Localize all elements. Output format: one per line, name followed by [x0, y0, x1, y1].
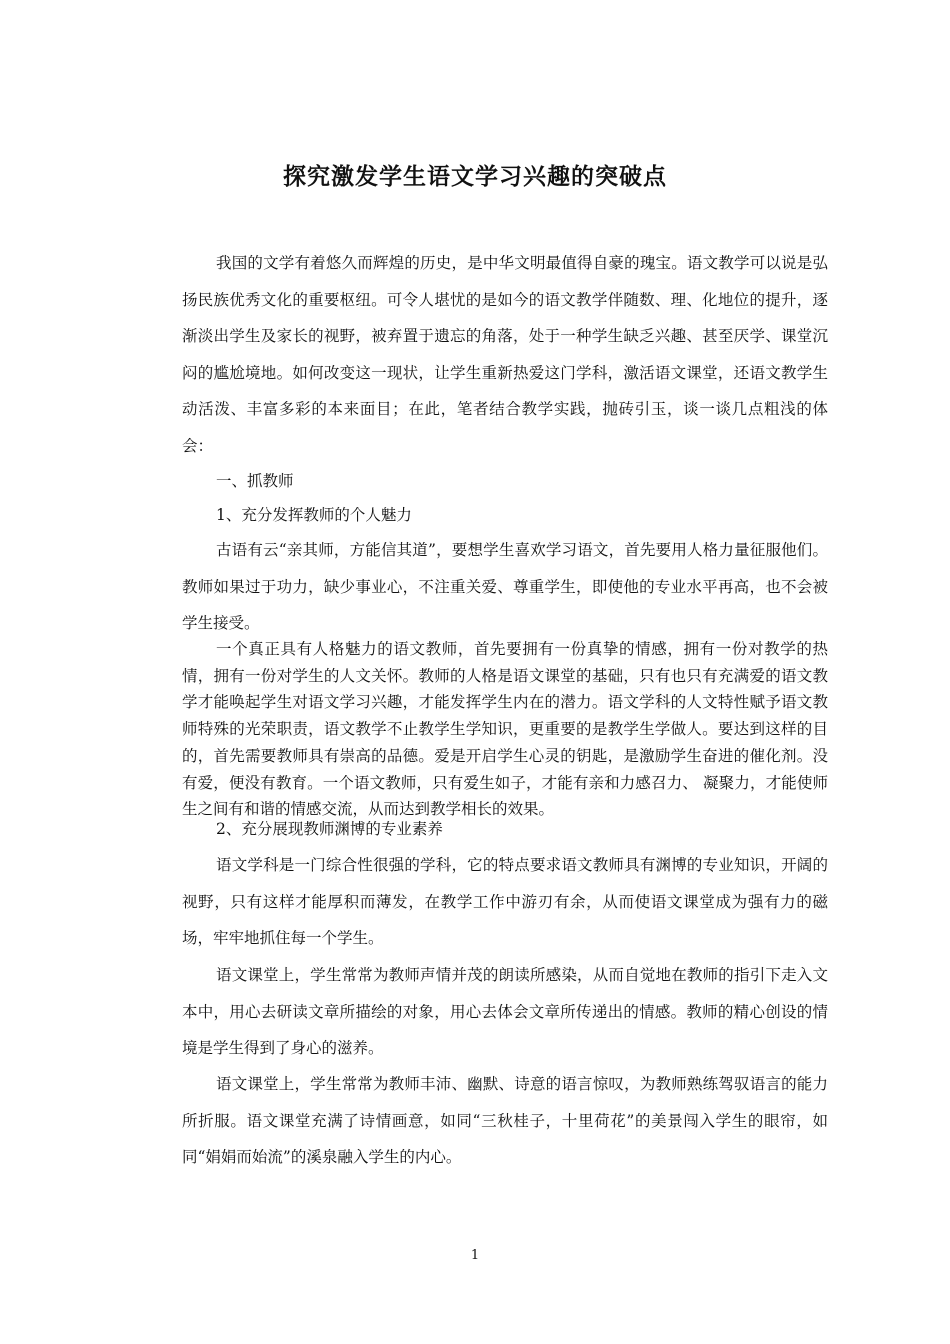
document-title: 探究激发学生语文学习兴趣的突破点: [283, 164, 667, 190]
paragraph-personality: 一个真正具有人格魅力的语文教师，首先要拥有一份真挚的情感，拥有一份对教学的热情，拥有一份对学生的人文关怀。教师的人格是语文课堂的基础，只有也只有充满爱的语文教学才能唤起学生对语文学习兴趣，才能发挥学生内在的潜力。语文学科的人文特性赋予语文教师特殊的光荣职责，语文教学不止教学生学知识，更重要的是教学生学做人。要达到这样的目的，首先需要教师具有崇高的品德。爱是开启学生心灵的钥匙，是激励学生奋进的催化剂。没有爱，便没有教育。一个语文教师，只有爱生如子，才能有亲和力感召力、 凝聚力，才能使师生之间有和谐的情感交流，从而达到教学相长的效果。: [182, 640, 828, 819]
subsection-heading-charm: 1、充分发挥教师的个人魅力: [216, 506, 412, 524]
paragraph-reading: 语文课堂上，学生常常为教师声情并茂的朗读所感染，从而自觉地在教师的指引下走入文本中，用心去研读文章所描绘的对象，用心去体会文章所传递出的情感。教师的精心创设的情境是学生得到了身心的滋养。: [182, 966, 828, 1057]
page-number: 1: [470, 1248, 480, 1263]
intro-paragraph: 我国的文学有着悠久而辉煌的历史，是中华文明最值得自豪的瑰宝。语文教学可以说是弘扬民族优秀文化的重要枢纽。可令人堪忧的是如今的语文教学伴随数、理、化地位的提升，逐渐淡出学生及家长的视野，被弃置于遗忘的角落，处于一种学生缺乏兴趣、甚至厌学、课堂沉闷的尴尬境地。如何改变这一现状，让学生重新热爱这门学科，激活语文课堂，还语文教学生动活泼、丰富多彩的本来面目；在此，笔者结合教学实践，抛砖引玉，谈一谈几点粗浅的体会：: [182, 254, 828, 455]
section-heading-teacher: 一、抓教师: [216, 472, 294, 490]
paragraph-charm-quote: 古语有云“亲其师，方能信其道”，要想学生喜欢学习语文，首先要用人格力量征服他们。教师如果过于功力，缺少事业心，不注重关爱、尊重学生，即使他的专业水平再高，也不会被学生接受。: [182, 541, 828, 632]
paragraph-language: 语文课堂上，学生常常为教师丰沛、幽默、诗意的语言惊叹，为教师熟练驾驭语言的能力所折服。语文课堂充满了诗情画意，如同“三秋桂子，十里荷花”的美景闯入学生的眼帘，如同“娟娟而始流”的溪泉融入学生的内心。: [182, 1075, 828, 1166]
paragraph-expertise: 语文学科是一门综合性很强的学科，它的特点要求语文教师具有渊博的专业知识，开阔的视野，只有这样才能厚积而薄发，在教学工作中游刃有余，从而使语文课堂成为强有力的磁场，牢牢地抓住每一个学生。: [182, 856, 828, 947]
subsection-heading-expertise: 2、充分展现教师渊博的专业素养: [216, 820, 443, 838]
